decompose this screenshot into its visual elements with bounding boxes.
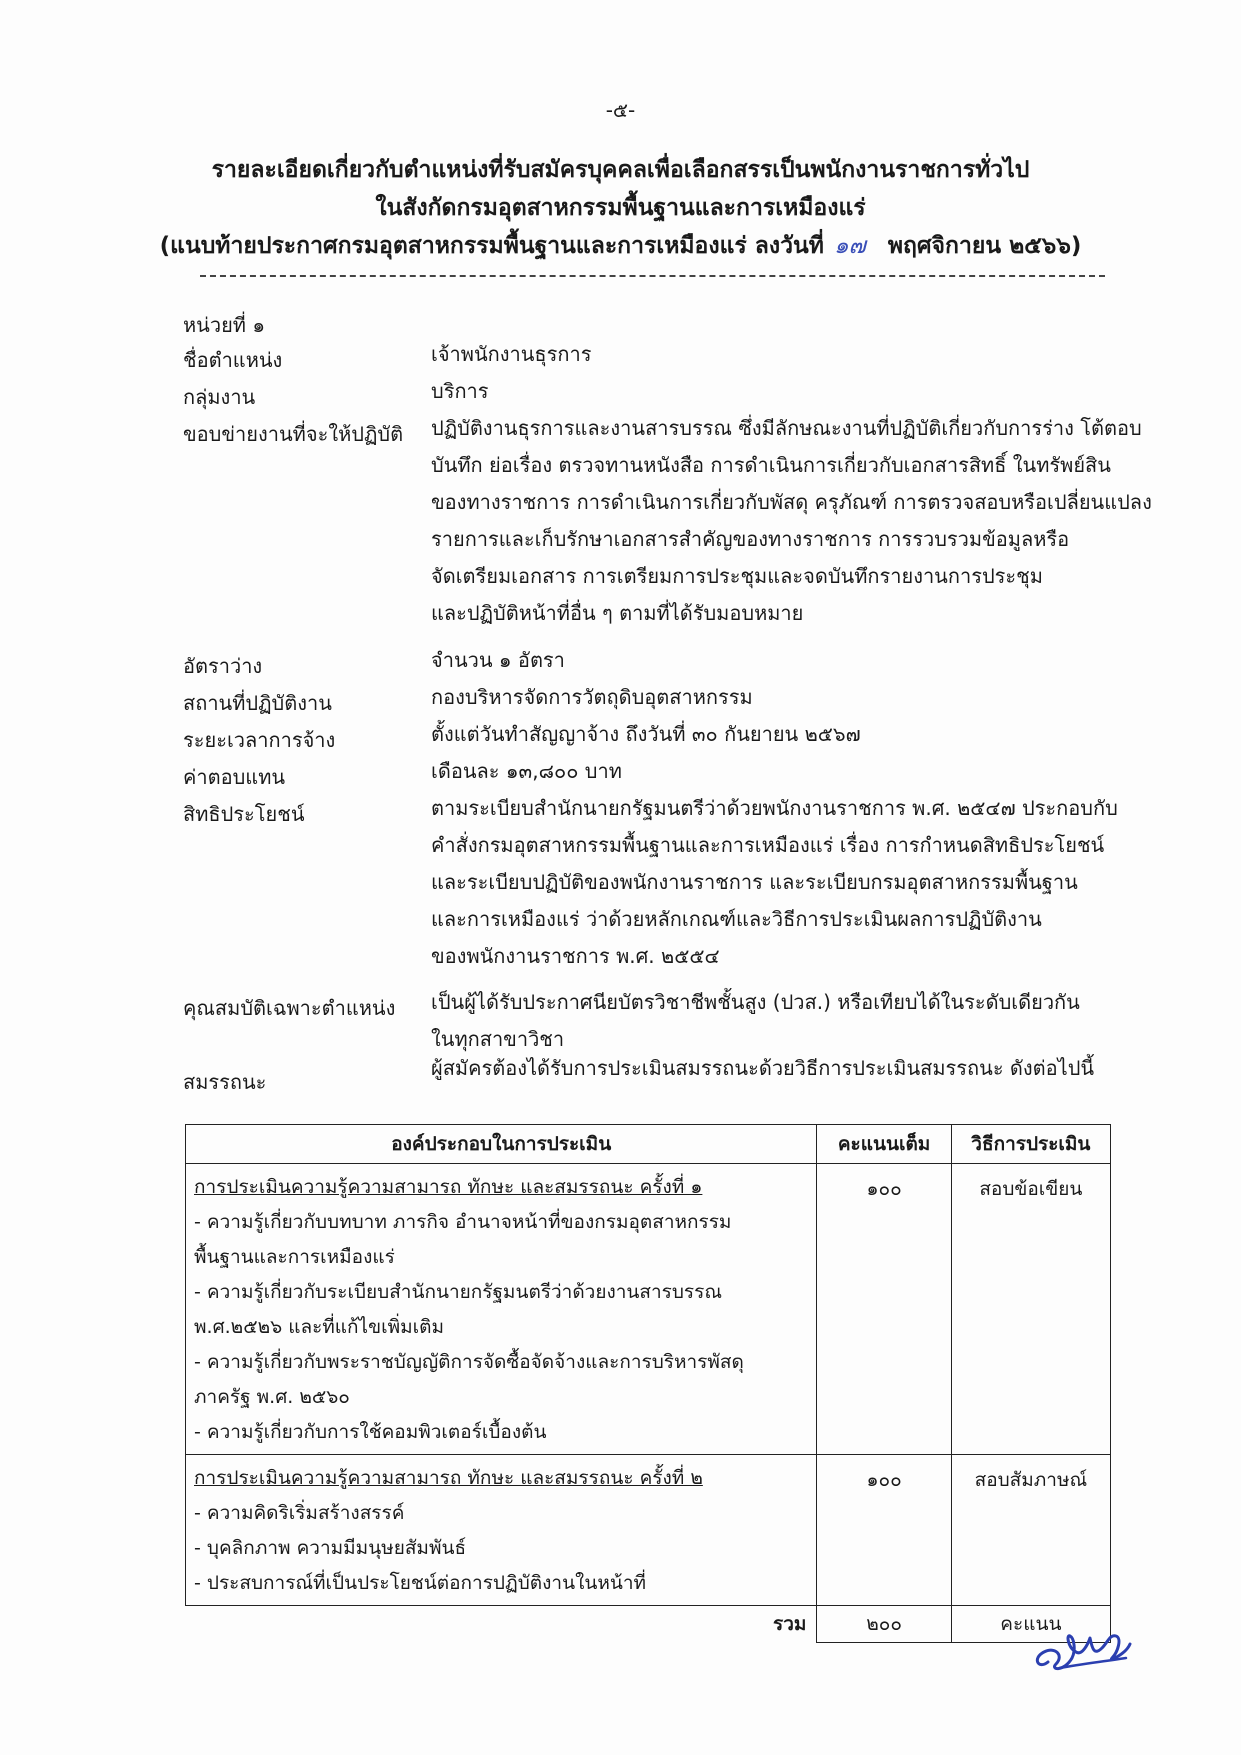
employment-period-label: ระยะเวลาการจ้าง — [183, 728, 336, 752]
assessment-table — [185, 1124, 1111, 1643]
assessment-item: พ.ศ.๒๕๒๖ และที่แก้ไขเพิ่มเติม — [194, 1316, 445, 1338]
assessment-item: - ความคิดริเริ่มสร้างสรรค์ — [194, 1502, 405, 1524]
job-scope-label: ขอบข่ายงานที่จะให้ปฏิบัติ — [183, 422, 404, 446]
position-title-value: เจ้าพนักงานธุรการ — [431, 342, 592, 366]
handwritten-day: ๑๗ — [833, 233, 866, 259]
document-title-line-3 — [120, 228, 1121, 264]
job-scope-value: ปฏิบัติงานธุรการและงานสารบรรณ ซึ่งมีลักษณะงานที่ปฏิบัติเกี่ยวกับการร่าง โต้ตอบ บันทึก ย่อเรื่อง ตรวจทานหนังสือ การดำเนินการเกี่ยวกับเอกสารสิทธิ์ ในทรัพย์สิน ของทางราชการ การดำเนินการเกี่ยวกับพัสดุ ครุภัณฑ์ การตรวจสอบหรือเปลี่ยนแปลง รายการและเก็บรักษาเอกสารสำคัญของทางราชการ การรวบรวมข้อมูลหรือ จัดเตรียมเอกสาร การเตรียมการประชุมและจดบันทึกรายงานการประชุม และปฏิบัติหน้าที่อื่น ๆ ตามที่ได้รับมอบหมาย — [431, 416, 1152, 625]
assessment-item: - ความรู้เกี่ยวกับการใช้คอมพิวเตอร์เบื้องต้น — [194, 1421, 547, 1443]
method-cell: สอบข้อเขียน — [951, 1164, 1110, 1455]
assessment-item: - บุคลิกภาพ ความมีมนุษยสัมพันธ์ — [194, 1537, 467, 1559]
qualification-label: คุณสมบัติเฉพาะตำแหน่ง — [183, 996, 396, 1020]
vacancy-label: อัตราว่าง — [183, 654, 263, 678]
table-header-row — [186, 1125, 1111, 1164]
vacancy-value: จำนวน ๑ อัตรา — [431, 648, 565, 672]
full-score-cell: ๑๐๐ — [817, 1455, 951, 1606]
work-location-value: กองบริหารจัดการวัตถุดิบอุตสาหกรรม — [431, 685, 753, 709]
header-method: วิธีการประเมิน — [951, 1125, 1110, 1164]
dashed-divider — [200, 275, 1105, 277]
page-number: -๕- — [605, 98, 636, 122]
assessment-item: - ความรู้เกี่ยวกับพระราชบัญญัติการจัดซื้อจัดจ้างและการบริหารพัสดุ — [194, 1351, 744, 1373]
assessment-item: ภาครัฐ พ.ศ. ๒๕๖๐ — [194, 1386, 350, 1408]
competency-value: ผู้สมัครต้องได้รับการประเมินสมรรถนะด้วยวิธีการประเมินสมรรถนะ ดังต่อไปนี้ — [431, 1056, 1095, 1080]
total-label: รวม — [186, 1606, 817, 1643]
assessment-item: - ความรู้เกี่ยวกับบทบาท ภารกิจ อำนาจหน้าที่ของกรมอุตสาหกรรม — [194, 1211, 732, 1233]
total-score: ๒๐๐ — [817, 1606, 951, 1643]
table-row — [186, 1455, 1111, 1606]
job-group-value: บริการ — [431, 379, 489, 403]
competency-label: สมรรถนะ — [183, 1070, 267, 1094]
salary-label: ค่าตอบแทน — [183, 765, 286, 789]
employment-period-value: ตั้งแต่วันทำสัญญาจ้าง ถึงวันที่ ๓๐ กันยายน ๒๕๖๗ — [431, 722, 861, 746]
total-unit: คะแนน — [951, 1606, 1110, 1643]
header-full-score: คะแนนเต็ม — [817, 1125, 951, 1164]
assessment-heading: การประเมินความรู้ความสามารถ ทักษะ และสมรรถนะ ครั้งที่ ๒ — [194, 1467, 703, 1489]
total-row — [186, 1606, 1111, 1643]
title-line-3-prefix: (แนบท้ายประกาศกรมอุตสาหกรรมพื้นฐานและการเหมืองแร่ ลงวันที่ — [159, 233, 824, 259]
benefits-value: ตามระเบียบสำนักนายกรัฐมนตรีว่าด้วยพนักงานราชการ พ.ศ. ๒๕๔๗ ประกอบกับ คำสั่งกรมอุตสาหกรรมพื้นฐานและการเหมืองแร่ เรื่อง การกำหนดสิทธิประโยชน์ และระเบียบปฏิบัติของพนักงานราชการ และระเบียบกรมอุตสาหกรรมพื้นฐาน และการเหมืองแร่ ว่าด้วยหลักเกณฑ์และวิธีการประเมินผลการปฏิบัติงาน ของพนักงานราชการ พ.ศ. ๒๕๕๔ — [431, 796, 1118, 968]
assessment-item: - ความรู้เกี่ยวกับระเบียบสำนักนายกรัฐมนตรีว่าด้วยงานสารบรรณ — [194, 1281, 722, 1303]
unit-label: หน่วยที่ ๑ — [183, 313, 266, 337]
signature-icon — [1030, 1618, 1140, 1678]
assessment-item: - ประสบการณ์ที่เป็นประโยชน์ต่อการปฏิบัติงานในหน้าที่ — [194, 1572, 647, 1594]
job-group-label: กลุ่มงาน — [183, 385, 256, 409]
work-location-label: สถานที่ปฏิบัติงาน — [183, 691, 332, 715]
position-title-label: ชื่อตำแหน่ง — [183, 348, 283, 372]
salary-value: เดือนละ ๑๓,๘๐๐ บาท — [431, 759, 622, 783]
benefits-label: สิทธิประโยชน์ — [183, 802, 305, 826]
document-title-line-1: รายละเอียดเกี่ยวกับตำแหน่งที่รับสมัครบุคคลเพื่อเลือกสรรเป็นพนักงานราชการทั่วไป — [211, 157, 1030, 183]
document-title-line-2: ในสังกัดกรมอุตสาหกรรมพื้นฐานและการเหมืองแร่ — [375, 195, 866, 221]
assessment-heading: การประเมินความรู้ความสามารถ ทักษะ และสมรรถนะ ครั้งที่ ๑ — [194, 1176, 703, 1198]
header-component: องค์ประกอบในการประเมิน — [186, 1125, 817, 1164]
title-line-3-suffix: พฤศจิกายน ๒๕๖๖) — [887, 233, 1082, 259]
full-score-cell: ๑๐๐ — [817, 1164, 951, 1455]
assessment-component-1 — [186, 1164, 817, 1455]
assessment-component-2 — [186, 1455, 817, 1606]
qualification-value: เป็นผู้ได้รับประกาศนียบัตรวิชาชีพชั้นสูง (ปวส.) หรือเทียบได้ในระดับเดียวกัน ในทุกสาขาวิชา — [431, 990, 1080, 1051]
assessment-item: พื้นฐานและการเหมืองแร่ — [194, 1246, 395, 1268]
method-cell: สอบสัมภาษณ์ — [951, 1455, 1110, 1606]
table-row — [186, 1164, 1111, 1455]
